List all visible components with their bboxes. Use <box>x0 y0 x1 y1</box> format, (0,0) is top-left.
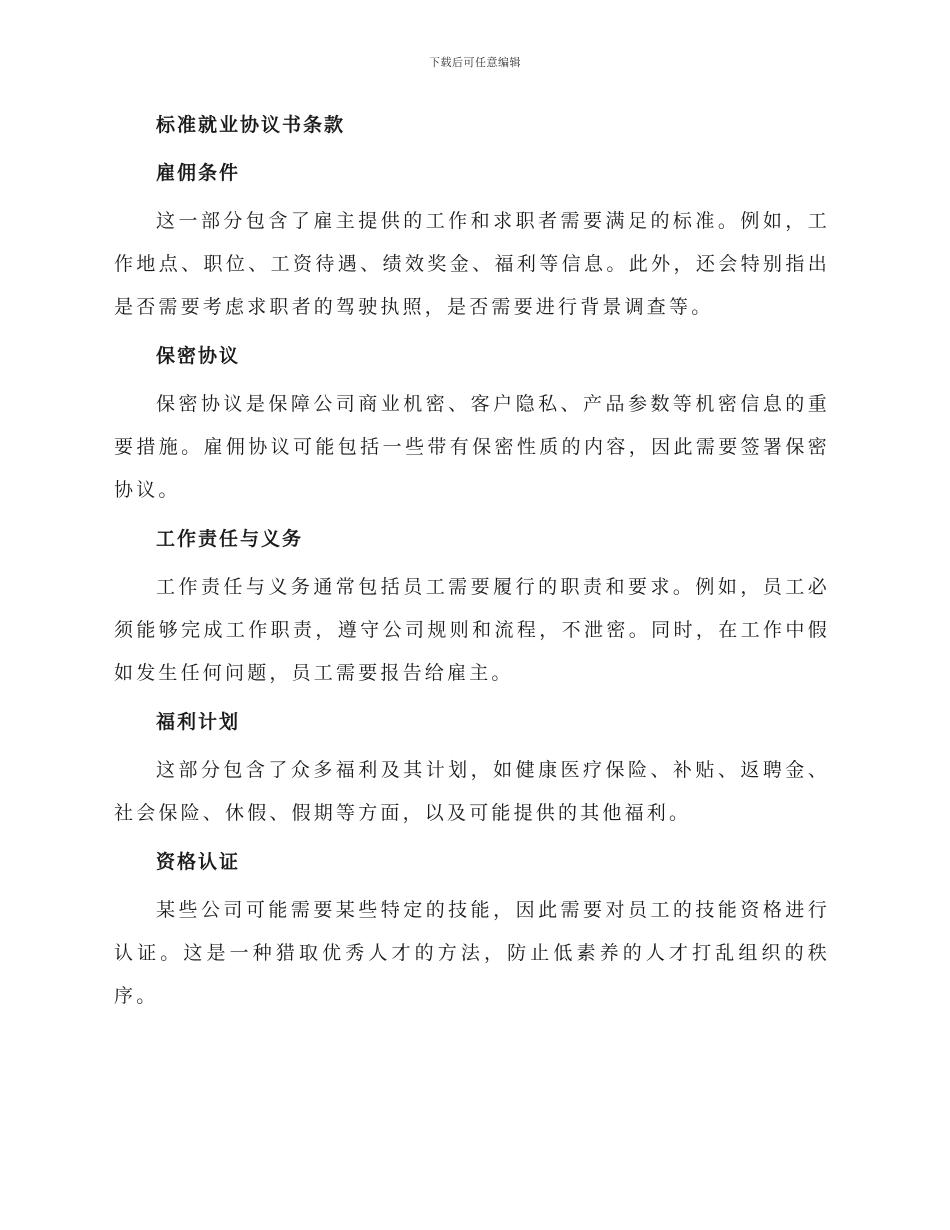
section-certification <box>114 845 830 1018</box>
section-heading: 雇佣条件 <box>156 162 241 184</box>
section-paragraph: 这一部分包含了雇主提供的工作和求职者需要满足的标准。例如，工作地点、职位、工资待遇、绩效奖金、福利等信息。此外，还会特别指出是否需要考虑求职者的驾驶执照，是否需要进行背景调查等。 <box>114 210 830 318</box>
section-responsibilities <box>114 522 830 695</box>
section-paragraph: 这部分包含了众多福利及其计划，如健康医疗保险、补贴、返聘金、社会保险、休假、假期等方面，以及可能提供的其他福利。 <box>114 759 830 824</box>
document-body <box>114 108 830 1028</box>
section-heading: 保密协议 <box>156 345 241 367</box>
section-paragraph: 保密协议是保障公司商业机密、客户隐私、产品参数等机密信息的重要措施。雇佣协议可能包括一些带有保密性质的内容，因此需要签署保密协议。 <box>114 393 830 501</box>
document-title: 标准就业协议书条款 <box>156 114 346 136</box>
section-confidentiality <box>114 339 830 512</box>
section-benefits <box>114 705 830 835</box>
section-paragraph: 工作责任与义务通常包括员工需要履行的职责和要求。例如，员工必须能够完成工作职责，遵守公司规则和流程，不泄密。同时，在工作中假如发生任何问题，员工需要报告给雇主。 <box>114 576 830 684</box>
section-heading: 工作责任与义务 <box>156 528 304 550</box>
section-employment-conditions <box>114 156 830 329</box>
section-heading: 福利计划 <box>156 711 241 733</box>
section-heading: 资格认证 <box>156 851 241 873</box>
section-paragraph: 某些公司可能需要某些特定的技能，因此需要对员工的技能资格进行认证。这是一种猎取优秀人才的方法，防止低素养的人才打乱组织的秩序。 <box>114 899 830 1007</box>
header-note: 下载后可任意编辑 <box>429 56 521 69</box>
